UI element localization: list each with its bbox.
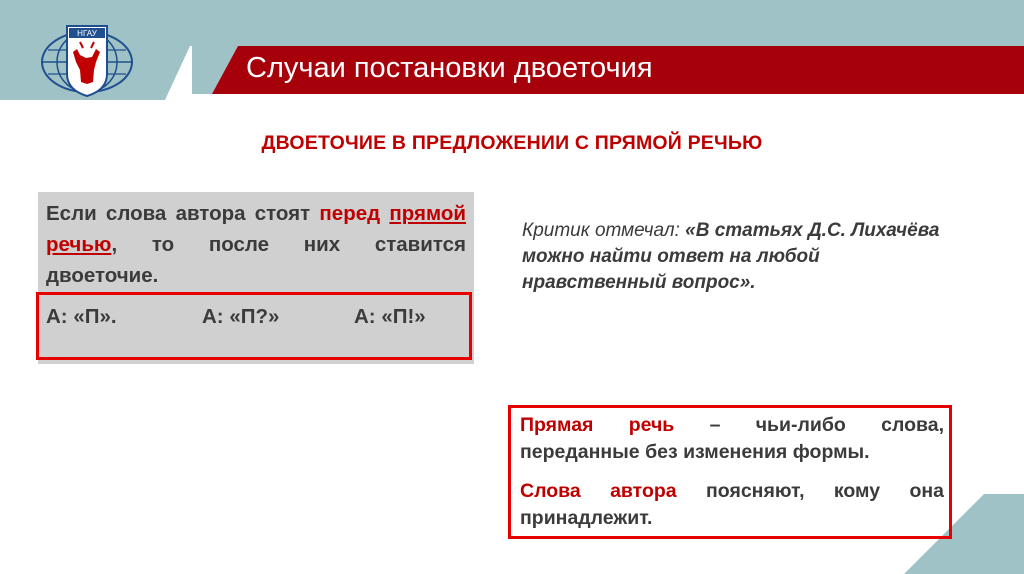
university-logo-icon bbox=[40, 22, 134, 98]
logo-text: НГАУ bbox=[77, 29, 97, 38]
definition-body: – чьи-либо слова, переданные без изменения формы. bbox=[520, 414, 945, 463]
definition-direct-speech bbox=[520, 412, 944, 466]
section-subheading: ДВОЕТОЧИЕ В ПРЕДЛОЖЕНИИ С ПРЯМОЙ РЕЧЬЮ bbox=[261, 132, 763, 154]
definition-term: Слова автора bbox=[520, 480, 677, 502]
rule-text bbox=[46, 198, 466, 291]
definitions bbox=[520, 412, 944, 532]
definition-term: Прямая речь bbox=[520, 414, 675, 436]
example-sentence bbox=[522, 218, 942, 296]
formula-question: А: «П?» bbox=[202, 305, 280, 328]
slide-title: Случаи постановки двоеточия bbox=[246, 52, 653, 84]
example-quote: «В статьях Д.С. Лихачёва можно найти ответ на любой нравственный вопрос». bbox=[522, 220, 940, 293]
definition-author-words bbox=[520, 478, 944, 532]
definition-body: поясняют, кому она принадлежит. bbox=[520, 480, 944, 529]
rule-highlight-direct-speech: прямой речью bbox=[46, 202, 466, 256]
formula-period: А: «П». bbox=[46, 305, 117, 328]
formula-exclamation: А: «П!» bbox=[354, 305, 426, 328]
rule-highlight-before: перед bbox=[319, 202, 381, 225]
rule-part-1: Если слова автора стоят bbox=[46, 202, 320, 225]
rule-part-2: , то после них ставится двоеточие. bbox=[46, 233, 466, 287]
example-intro: Критик отмечал: bbox=[522, 220, 686, 241]
rule-space bbox=[380, 202, 389, 225]
